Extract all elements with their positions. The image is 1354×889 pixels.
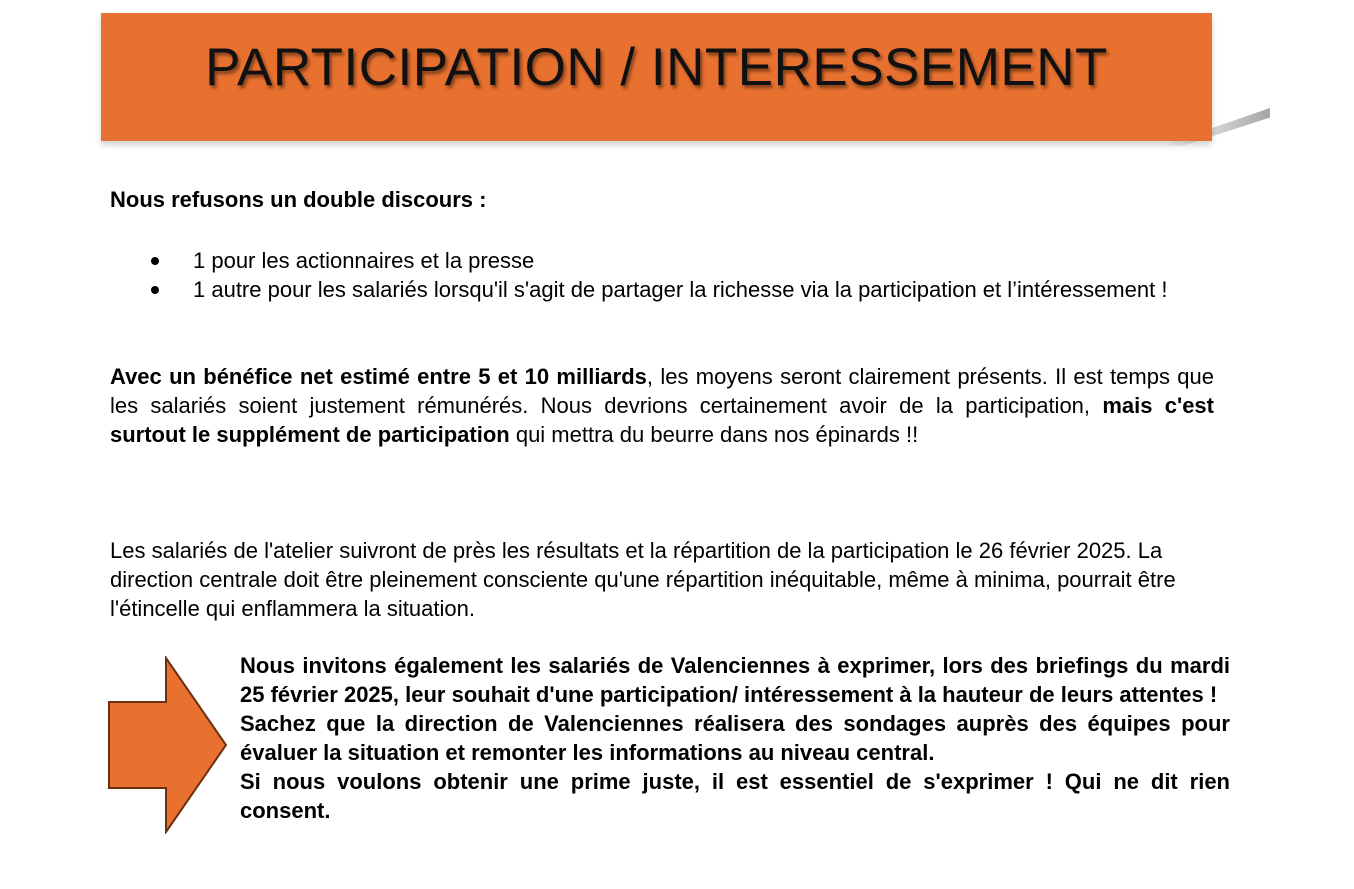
page-title: PARTICIPATION / INTERESSEMENT xyxy=(205,38,1108,97)
profit-bold-text: Avec un bénéfice net estimé entre 5 et 10 milliards xyxy=(110,364,647,389)
right-arrow-icon xyxy=(108,656,228,834)
list-item-text: 1 pour les actionnaires et la presse xyxy=(193,248,535,273)
callout-conclusion: Si nous voulons obtenir une prime juste, il est essentiel de s'exprimer ! Qui ne dit rien consent. xyxy=(240,769,1230,823)
callout-invitation: Nous invitons également les salariés de Valenciennes à exprimer, lors des briefings du mardi 25 février 2025, leur souhait d'une participation/ intéressement à la hauteur de leurs attentes ! xyxy=(240,653,1230,707)
profit-text: , les moyens seront clairement présents. Il est temps que les salariés soient justement rémunérés. Nous devrions certainement avoir de la participation, xyxy=(110,364,1214,418)
callout-box xyxy=(240,651,1230,825)
bullet-list xyxy=(110,246,1214,304)
supplement-bold-text: mais c'est surtout le supplément de participation xyxy=(110,393,1214,447)
supplement-text: qui mettra du beurre dans nos épinards !! xyxy=(509,422,919,447)
bullet-icon xyxy=(151,286,159,294)
list-item xyxy=(110,246,1214,275)
list-item xyxy=(110,275,1214,304)
bullet-icon xyxy=(151,257,159,265)
section-heading: Nous refusons un double discours : xyxy=(110,187,487,212)
title-banner xyxy=(101,13,1212,141)
callout-surveys: Sachez que la direction de Valenciennes réalisera des sondages auprès des équipes pour évaluer la situation et remonter les informations au niveau central. xyxy=(240,711,1230,765)
distribution-paragraph: Les salariés de l'atelier suivront de près les résultats et la répartition de la participation le 26 février 2025. La direction centrale doit être pleinement consciente qu'une répartition inéquitable, même à minima, pourrait être l'étincelle qui enflammera la situation. xyxy=(110,538,1176,621)
list-item-text: 1 autre pour les salariés lorsqu'il s'agit de partager la richesse via la participation et l’intéressement ! xyxy=(193,277,1168,302)
profit-paragraph xyxy=(110,362,1214,449)
